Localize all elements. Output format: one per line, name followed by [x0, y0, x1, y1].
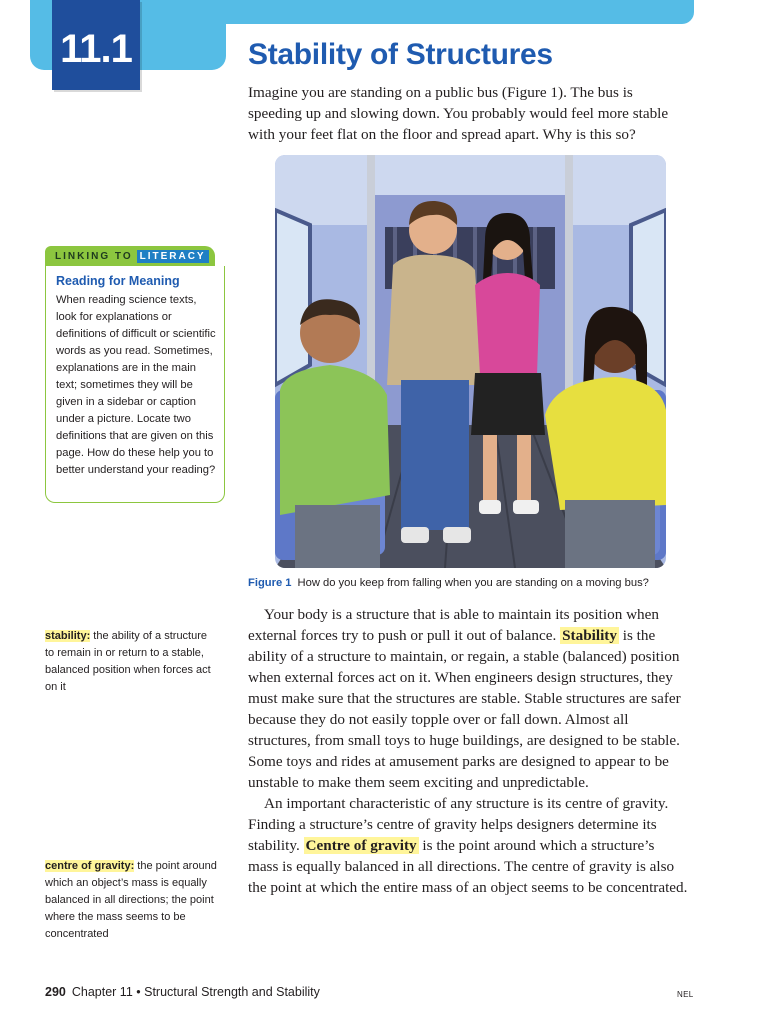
figure-bus-illustration: [275, 155, 666, 568]
term-centre-of-gravity: Centre of gravity: [305, 837, 417, 854]
glossary-definition: the ability of a structure to remain in or return to a stable, balanced position when forces act on it: [45, 630, 211, 693]
literacy-box-text: When reading science texts, look for explanations or definitions of difficult or scientific words as you read. Sometimes, explanations are in the main text; sometimes they will be given in a sidebar or caption under a picture. Locate two definitions that are given on this page. How do these help you to better understand your reading?: [56, 294, 216, 476]
main-body-text: [248, 604, 688, 898]
literacy-box-body: [45, 266, 225, 503]
glossary-definition: the point around which an object’s mass is equally balanced in all directions; the point where the mass seems to be concentrated: [45, 860, 217, 940]
page-footer: [45, 985, 320, 999]
section-number: 11.1: [60, 27, 132, 71]
figure-caption-text: How do you keep from falling when you are standing on a moving bus?: [297, 577, 649, 589]
glossary-stability: [45, 628, 217, 696]
chapter-title: Chapter 11 • Structural Strength and Stability: [71, 985, 320, 999]
page-number: 290: [45, 985, 66, 999]
publisher-mark: NEL: [677, 990, 694, 999]
glossary-centre-of-gravity: [45, 858, 217, 943]
figure-caption: [248, 577, 649, 589]
paragraph-1: [248, 604, 688, 793]
term-stability: Stability: [562, 627, 617, 644]
figure-label: Figure 1: [248, 577, 292, 589]
literacy-header-prefix: LINKING TO: [55, 250, 133, 262]
literacy-header-highlight: LITERACY: [137, 250, 209, 263]
literacy-box-header: [45, 246, 215, 266]
paragraph-2-intro: An important characteristic of any structure is its centre of gravity. Finding a structure’s centre of gravity helps designers determine its stability.: [248, 795, 669, 854]
bus-illustration-svg: [275, 155, 666, 568]
linking-to-literacy-box: [45, 246, 225, 504]
paragraph-1-rest: is the ability of a structure to maintain, or regain, a stable (balanced) position when external forces act on it. When engineers design structures, they must make sure that the structures are stable. Stable structures are safer because they do not easily topple over or fall down. Almost all structures, from small toys to huge buildings, are designed to be stable. Some toys and rides at amusement parks are designed to appear to be unstable to make them seem exciting and unpredictable.: [248, 627, 681, 791]
paragraph-2-rest: is the point around which a structure’s mass is equally balanced in all directions. The centre of gravity is also the point at which the entire mass of an object seems to be concentrated.: [248, 837, 688, 896]
section-number-box: [52, 0, 140, 90]
paragraph-1-intro: Your body is a structure that is able to maintain its position when external forces try to push or pull it out of balance.: [248, 606, 659, 644]
intro-paragraph: Imagine you are standing on a public bus (Figure 1). The bus is speeding up and slowing down. You probably would feel more stable with your feet flat on the floor and spread apart. Why is this so?: [248, 84, 669, 143]
glossary-term: centre of gravity:: [45, 860, 135, 872]
paragraph-2: [248, 793, 688, 898]
page-title: Stability of Structures: [248, 38, 553, 71]
literacy-box-title: Reading for Meaning: [56, 274, 180, 288]
glossary-term: stability:: [45, 630, 91, 642]
